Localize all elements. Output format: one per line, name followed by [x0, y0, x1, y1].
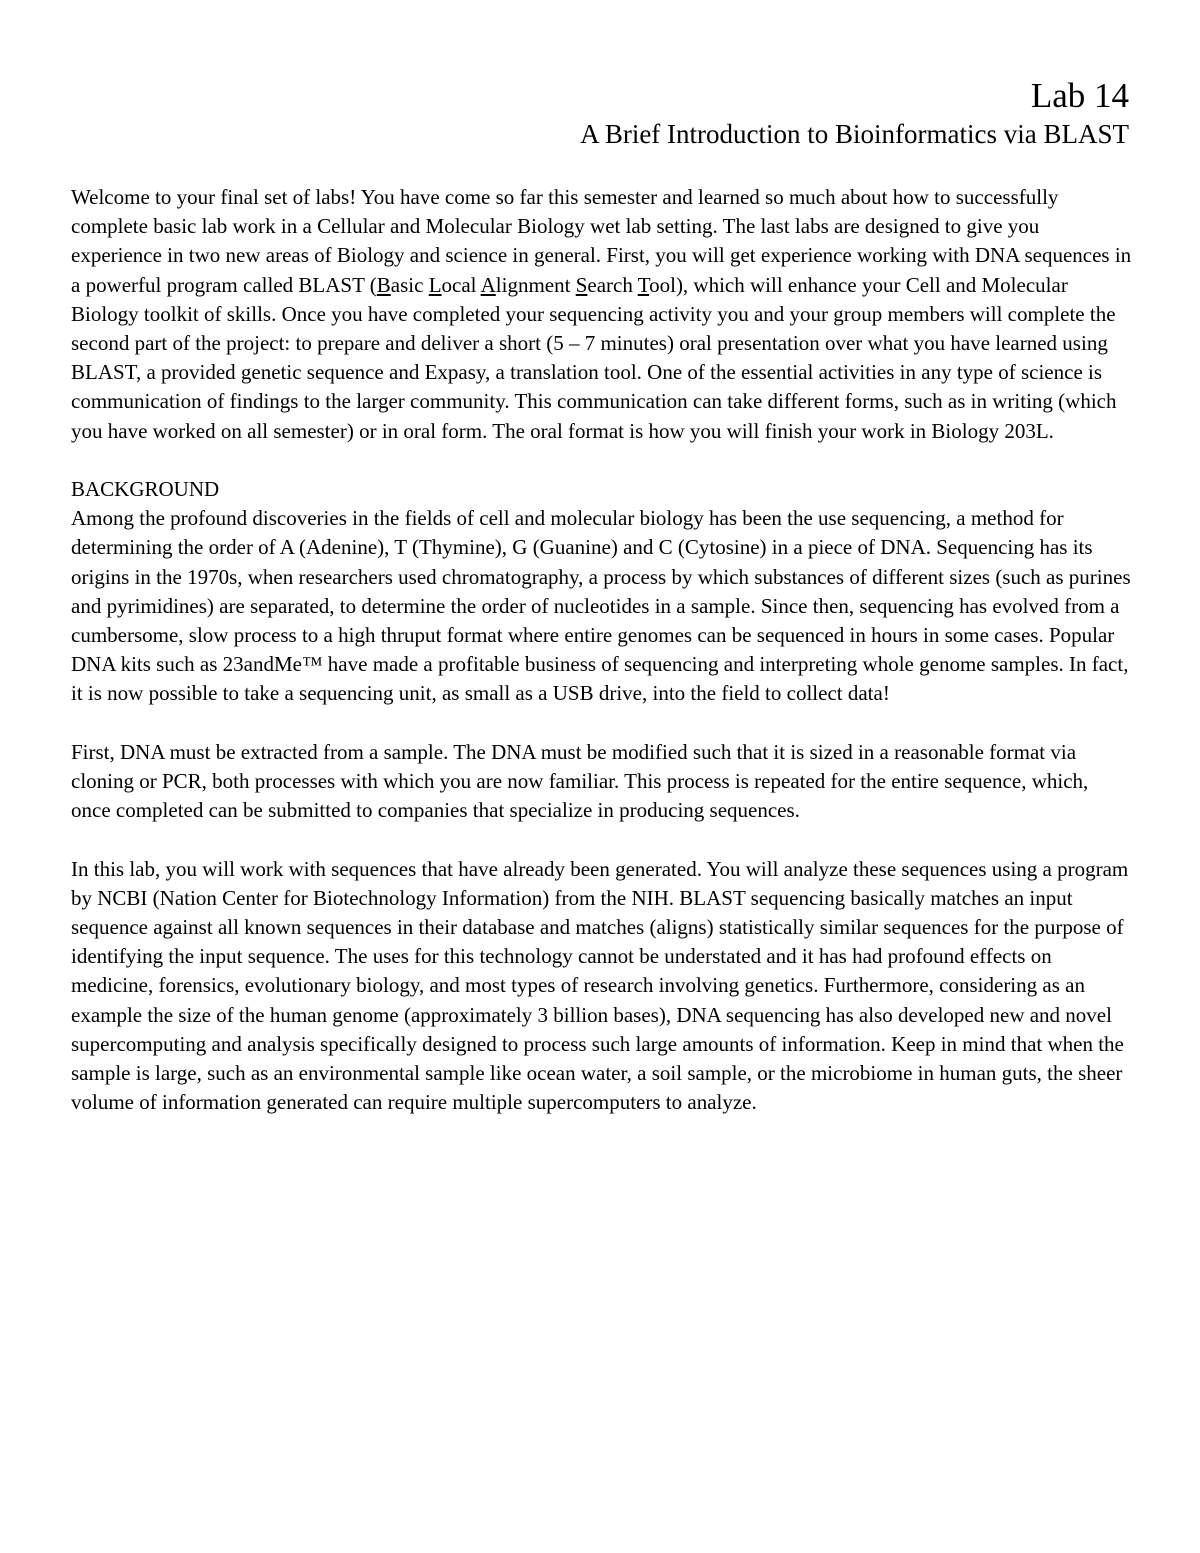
title-block	[580, 76, 1129, 152]
acronym-word-search: earch	[587, 272, 638, 297]
paragraph-gap	[71, 709, 1133, 738]
background-heading: BACKGROUND	[71, 477, 220, 502]
acronym-letter-l: L	[428, 272, 442, 297]
intro-paragraph	[71, 183, 1133, 446]
background-paragraph: Among the profound discoveries in the fields of cell and molecular biology has been the use sequencing, a method for determining the order of A (Adenine), T (Thymine), G (Guanine) and C (Cytosine) in a piece of DNA. Sequencing has its origins in the 1970s, when researchers used chromatography, a process by which substances of different sizes (such as purines and pyrimidines) are separated, to determine the order of nucleotides in a sample. Since then, sequencing has evolved from a cumbersome, slow process to a high thruput format where entire genomes can be sequenced in hours in some cases. Popular DNA kits such as 23andMe™ have made a profitable business of sequencing and interpreting whole genome samples. In fact, it is now possible to take a sequencing unit, as small as a USB drive, into the field to collect data!	[71, 506, 1131, 706]
acronym-word-local: ocal	[441, 272, 481, 297]
acronym-letter-t: T	[637, 272, 650, 297]
paragraph-gap	[71, 825, 1133, 854]
intro-text-part1: Welcome to your final set of labs! You have come so far this semester and learned so much about how to successfully complete basic lab work in a Cellular and Molecular Biology wet lab setting. The last labs are designed to give you experience in two new areas of Biology and science in general. First, you will get experience working with DNA sequences in a powerful program called BLAST (	[71, 185, 1132, 297]
lab-subtitle: A Brief Introduction to Bioinformatics via BLAST	[580, 119, 1129, 149]
acronym-word-alignment: lignment	[495, 272, 576, 297]
lab-paragraph: In this lab, you will work with sequences that have already been generated. You will analyze these sequences using a program by NCBI (Nation Center for Biotechnology Information) from the NIH. BLAST sequencing basically matches an input sequence against all known sequences in their database and matches (aligns) statistically similar sequences for the purpose of identifying the input sequence. The uses for this technology cannot be understated and it has had profound effects on medicine, forensics, evolutionary biology, and most types of research involving genetics. Furthermore, considering as an example the size of the human genome (approximately 3 billion bases), DNA sequencing has also developed new and novel supercomputing and analysis specifically designed to process such large amounts of information. Keep in mind that when the sample is large, such as an environmental sample like ocean water, a soil sample, or the microbiome in human guts, the sheer volume of information generated can require multiple supercomputers to analyze.	[71, 856, 1129, 1115]
acronym-letter-s: S	[575, 272, 588, 297]
intro-text-part2: ), which will enhance your Cell and Molecular Biology toolkit of skills. Once you have completed your sequencing activity you and your group members will complete the second part of the project: to prepare and deliver a short (5 – 7 minutes) oral presentation over what you have learned using BLAST, a provided genetic sequence and Expasy, a translation tool. One of the essential activities in any type of science is communication of findings to the larger community. This communication can take different forms, such as in writing (which you have worked on all semester) or in oral form. The oral format is how you will finish your work in Biology 203L.	[71, 272, 1117, 443]
first-paragraph: First, DNA must be extracted from a sample. The DNA must be modified such that it is sized in a reasonable format via cloning or PCR, both processes with which you are now familiar. This process is repeated for the entire sequence, which, once completed can be submitted to companies that specialize in producing sequences.	[71, 739, 1089, 823]
document-body	[71, 183, 1133, 1117]
acronym-letter-a: A	[480, 272, 496, 297]
lab-title: Lab 14	[1030, 76, 1129, 115]
acronym-word-basic: asic	[390, 272, 429, 297]
acronym-letter-b: B	[376, 272, 391, 297]
acronym-word-tool: ool	[649, 272, 676, 297]
paragraph-gap	[71, 446, 1133, 475]
